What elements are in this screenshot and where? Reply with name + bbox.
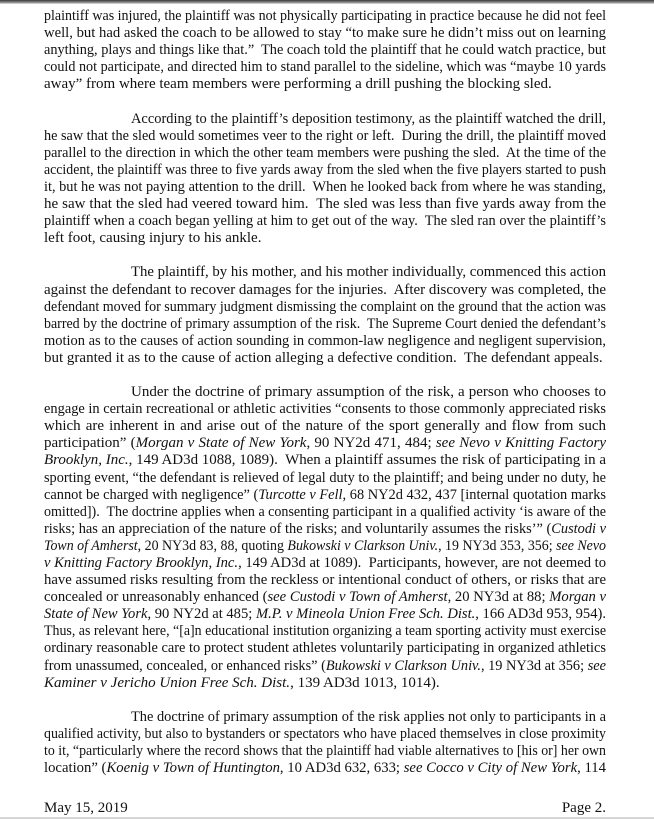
case-citation: Morgan v xyxy=(549,589,606,606)
case-citation: v Knitting Factory Brooklyn, Inc. xyxy=(44,555,239,571)
text-line xyxy=(44,572,606,589)
text-run: , 20 NY3d 83, 88, quoting xyxy=(137,537,288,554)
text-run: could not participate, and directed him to stand parallel to the sideline, which was “maybe 10 yards xyxy=(44,59,606,76)
text-line xyxy=(44,59,606,76)
text-run: sporting event, “the defendant is relieved of legal duty to the plaintiff; and being under no duty, he xyxy=(44,469,606,486)
text-line xyxy=(44,658,606,675)
text-run: cannot be charged with negligence” ( xyxy=(44,486,259,503)
text-run: parallel to the direction in which the other team members were pushing the sled. At the time of the xyxy=(44,144,606,161)
text-run: , 166 AD3d 953, 954). xyxy=(475,606,606,623)
text-line xyxy=(44,504,606,521)
text-run: from unassumed, concealed, or enhanced risks” ( xyxy=(44,657,326,674)
text-run: but granted it as to the cause of action alleging a defective condition. The defendant appeals. xyxy=(44,349,603,366)
text-line xyxy=(44,743,606,760)
case-citation: see xyxy=(587,657,606,674)
text-run: , 139 AD3d 1013, 1014). xyxy=(290,674,440,691)
text-run: left foot, causing injury to his ankle. xyxy=(44,230,262,247)
text-run: motion as to the causes of action sounding in common-law negligence and negligent supervision, xyxy=(44,332,606,349)
text-line xyxy=(44,709,606,726)
text-line xyxy=(44,640,606,657)
text-run: The plaintiff, by his mother, and his mother individually, commenced this action xyxy=(131,264,606,281)
text-line xyxy=(44,726,606,743)
text-line xyxy=(44,299,606,316)
text-run: qualified activity, but also to bystanders or spectators who have placed themselves in close proximity xyxy=(44,725,606,742)
window-top-border xyxy=(0,0,654,4)
text-line xyxy=(44,401,606,418)
text-line xyxy=(44,452,606,469)
footer-date: May 15, 2019 xyxy=(44,800,128,816)
text-run: to it, “particularly where the record shows that the plaintiff had viable alternatives to [his or] her own xyxy=(44,743,606,760)
text-line xyxy=(44,264,606,281)
paragraph xyxy=(44,111,606,248)
text-line xyxy=(44,470,606,487)
text-run: According to the plaintiff’s deposition testimony, as the plaintiff watched the drill, xyxy=(131,110,606,127)
text-run: he saw that the sled would sometimes veer to the right or left. During the drill, the plaintiff moved xyxy=(44,127,606,144)
case-citation: Custodi v xyxy=(551,520,606,537)
text-run: barred by the doctrine of primary assumption of the risk. The Supreme Court denied the defendant’s xyxy=(44,315,606,332)
text-line xyxy=(44,316,606,333)
text-line xyxy=(44,128,606,145)
paragraph xyxy=(44,8,606,93)
text-line xyxy=(44,606,606,623)
text-run: , 149 AD3d 1088, 1089). When a plaintiff assumes the risk of participating in a xyxy=(128,452,606,469)
text-line xyxy=(44,213,606,230)
text-run: engage in certain recreational or athletic activities “consents to those commonly appreciated risks xyxy=(44,401,606,418)
text-line xyxy=(44,589,606,606)
text-line xyxy=(44,196,606,213)
text-run: it, but he was not paying attention to the drill. When he looked back from where he was standing, xyxy=(44,178,606,195)
text-line xyxy=(44,538,606,555)
text-line xyxy=(44,418,606,435)
text-run: against the defendant to recover damages for the injuries. After discovery was completed, the xyxy=(44,281,606,298)
text-run: concealed or unreasonably enhanced ( xyxy=(44,589,268,606)
text-line xyxy=(44,42,606,59)
text-line xyxy=(44,435,606,452)
text-run: plaintiff was injured, the plaintiff was not physically participating in practice because he did not feel xyxy=(44,8,606,24)
text-line xyxy=(44,111,606,128)
case-citation: Kaminer v Jericho Union Free Sch. Dist. xyxy=(44,674,291,691)
text-run: The doctrine of primary assumption of the risk applies not only to participants in a xyxy=(131,708,606,725)
footer-page-number: Page 2. xyxy=(561,800,606,816)
text-run: , 90 NY2d 471, 484; xyxy=(306,435,436,452)
text-run: , 19 NY3d at 356; xyxy=(480,657,588,674)
text-line xyxy=(44,675,606,692)
document-body xyxy=(44,8,606,794)
text-line xyxy=(44,162,606,179)
text-run: , 90 NY2d at 485; xyxy=(147,606,256,623)
text-run: participation” ( xyxy=(44,435,136,452)
text-run: accident, the plaintiff was three to five yards away from the sled when the five players started to push xyxy=(44,161,606,178)
text-line xyxy=(44,521,606,538)
text-run: ordinary reasonable care to protect student athletes voluntarily participating in organized athletics xyxy=(44,640,606,657)
text-run: he saw that the sled had veered toward him. The sled was less than five yards away from the xyxy=(44,196,606,213)
text-line xyxy=(44,25,606,42)
case-citation: see Nevo v Knitting Factory xyxy=(435,435,606,452)
paragraph xyxy=(44,709,606,777)
text-line xyxy=(44,350,606,367)
text-line xyxy=(44,145,606,162)
text-run: Under the doctrine of primary assumption of the risk, a person who chooses to xyxy=(131,384,606,401)
case-citation: M.P. v Mineola Union Free Sch. Dist. xyxy=(255,606,476,623)
paragraph xyxy=(44,384,606,692)
text-line xyxy=(44,623,606,640)
text-run: , 10 AD3d 632, 633; xyxy=(279,760,404,777)
text-run: away” from where team members were performing a drill pushing the blocking sled. xyxy=(44,76,552,93)
text-run: omitted]). The doctrine applies when a consenting participant in a qualified activity ‘is aware of the xyxy=(44,503,606,520)
text-line xyxy=(44,8,606,25)
text-run: Thus, as relevant here, “[a]n educational institution organizing a team sporting activity must exercise xyxy=(44,623,606,640)
text-line xyxy=(44,333,606,350)
case-citation: see Nevo xyxy=(556,537,606,554)
text-run: have assumed risks resulting from the reckless or intentional conduct of others, or risks that are xyxy=(44,572,606,589)
text-line xyxy=(44,487,606,504)
text-run: plaintiff when a coach began yelling at him to get out of the way. The sled ran over the plaintiff’s xyxy=(44,213,606,230)
text-run: , 19 NY3d 353, 356; xyxy=(438,537,557,554)
case-citation: State of New York xyxy=(44,606,148,623)
case-citation: Turcotte v Fell xyxy=(258,486,343,503)
text-line xyxy=(44,76,606,93)
text-run: risks; has an appreciation of the nature of the risks; and voluntarily assumes the risks’” ( xyxy=(44,520,552,537)
text-line xyxy=(44,282,606,299)
text-run: , 149 AD3d at 1089). Participants, however, are not deemed to xyxy=(238,555,606,571)
text-run: which are inherent in and arise out of the nature of the sport generally and flow from such xyxy=(44,418,606,435)
case-citation: Koenig v Town of Huntington xyxy=(106,760,280,777)
text-run: well, but had asked the coach to be allowed to stay “to make sure he didn’t miss out on learning xyxy=(44,25,606,42)
case-citation: Morgan v State of New York xyxy=(135,435,307,452)
case-citation: Brooklyn, Inc. xyxy=(44,452,129,469)
case-citation: Bukowski v Clarkson Univ. xyxy=(287,537,439,554)
text-line xyxy=(44,384,606,401)
text-run: defendant moved for summary judgment dismissing the complaint on the ground that the action was xyxy=(44,298,606,315)
case-citation: Town of Amherst xyxy=(44,537,138,554)
text-run: , 20 NY3d at 88; xyxy=(447,589,550,606)
text-run: , 114 xyxy=(577,760,606,777)
text-line xyxy=(44,555,606,572)
case-citation: see Custodi v Town of Amherst xyxy=(267,589,448,606)
text-line xyxy=(44,230,606,247)
case-citation: Bukowski v Clarkson Univ. xyxy=(325,657,481,674)
text-run: location” ( xyxy=(44,760,107,777)
case-citation: see Cocco v City of New York xyxy=(403,760,578,777)
text-run: , 68 NY2d 432, 437 [internal quotation marks xyxy=(342,486,606,503)
text-run: anything, plays and things like that.” The coach told the plaintiff that he could watch practice, but xyxy=(44,42,606,59)
paragraph xyxy=(44,264,606,367)
text-line xyxy=(44,179,606,196)
text-line xyxy=(44,760,606,777)
